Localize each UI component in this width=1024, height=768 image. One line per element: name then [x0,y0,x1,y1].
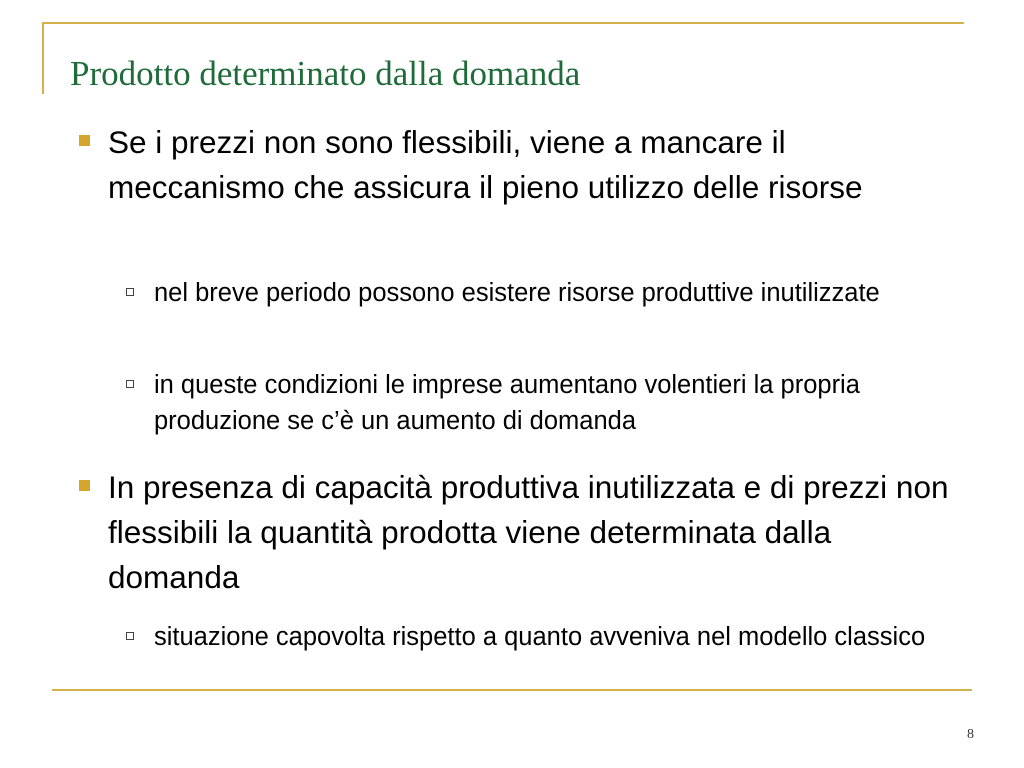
square-bullet-icon [79,480,90,491]
hollow-square-bullet-icon [126,380,134,388]
bullet-item [108,465,958,600]
sub-bullet-text: in queste condizioni le imprese aumentano volentieri la propria produzione se c’è un aumento di domanda [154,371,860,435]
sub-bullet-text: situazione capovolta rispetto a quanto avveniva nel modello classico [154,623,926,651]
sub-bullet-item [154,275,964,311]
slide-title: Prodotto determinato dalla domanda [70,54,581,93]
bullet-item [108,120,958,210]
bullet-text: In presenza di capacità produttiva inutilizzata e di prezzi non flessibili la quantità prodotta viene determinata dalla domanda [108,469,949,595]
square-bullet-icon [79,135,90,146]
left-rule [42,22,44,94]
page-number: 8 [967,727,974,742]
sub-bullet-text: nel breve periodo possono esistere risorse produttive inutilizzate [154,279,880,307]
bottom-rule [52,689,972,691]
sub-bullet-item [154,619,964,655]
bullet-text: Se i prezzi non sono flessibili, viene a mancare il meccanismo che assicura il pieno utilizzo delle risorse [108,124,863,205]
hollow-square-bullet-icon [126,632,134,640]
sub-bullet-item [154,367,964,439]
top-rule [42,22,964,24]
hollow-square-bullet-icon [126,288,134,296]
